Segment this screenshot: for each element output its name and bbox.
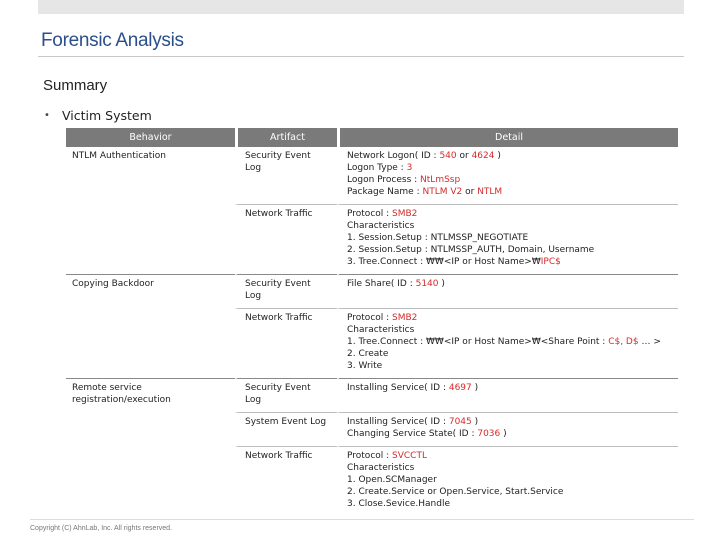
detail-line: Changing Service State( ID : 7036 ) bbox=[347, 429, 507, 439]
artifact-text: Security Event bbox=[245, 383, 311, 393]
detail-line: Installing Service( ID : 7045 ) bbox=[347, 417, 479, 427]
table-row bbox=[66, 379, 678, 413]
artifact-text: Security Event bbox=[245, 151, 311, 161]
detail-line: 1. Open.SCManager bbox=[347, 475, 437, 485]
artifact-text: System Event Log bbox=[245, 417, 327, 427]
page-title: Forensic Analysis bbox=[41, 30, 184, 51]
detail-line: Protocol : SVCCTL bbox=[347, 451, 427, 461]
behavior-text: Copying Backdoor bbox=[72, 279, 154, 289]
top-bar bbox=[38, 0, 684, 14]
artifact-cell bbox=[235, 275, 337, 309]
artifact-text: Network Traffic bbox=[245, 313, 313, 323]
artifact-cell bbox=[235, 147, 337, 205]
detail-line: Characteristics bbox=[347, 325, 415, 335]
detail-line: 3. Close.Sevice.Handle bbox=[347, 499, 450, 509]
detail-line: Protocol : SMB2 bbox=[347, 209, 418, 219]
footer-divider bbox=[30, 519, 694, 520]
behavior-text: registration/execution bbox=[72, 395, 171, 405]
detail-line: Network Logon( ID : 540 or 4624 ) bbox=[347, 151, 501, 161]
detail-cell bbox=[337, 147, 678, 205]
detail-line: 3. Tree.Connect : ₩₩<IP or Host Name>₩IPC$ bbox=[347, 257, 561, 267]
detail-cell bbox=[337, 275, 678, 309]
detail-line: 1. Session.Setup : NTLMSSP_NEGOTIATE bbox=[347, 233, 529, 243]
detail-line: Package Name : NTLM V2 or NTLM bbox=[347, 187, 503, 197]
detail-cell bbox=[337, 379, 678, 413]
detail-line: Logon Type : 3 bbox=[347, 163, 413, 173]
artifact-text: Security Event bbox=[245, 279, 311, 289]
artifact-cell bbox=[235, 309, 337, 379]
detail-line: 3. Write bbox=[347, 361, 383, 371]
subtitle: Victim System bbox=[62, 108, 152, 123]
table-row bbox=[66, 275, 678, 309]
artifact-text: Network Traffic bbox=[245, 209, 313, 219]
detail-line: Characteristics bbox=[347, 221, 415, 231]
column-header-artifact: Artifact bbox=[235, 128, 337, 147]
behavior-cell bbox=[66, 379, 235, 517]
detail-line: Installing Service( ID : 4697 ) bbox=[347, 383, 479, 393]
bullet-icon: • bbox=[44, 110, 50, 121]
detail-line: 2. Session.Setup : NTLMSSP_AUTH, Domain, Username bbox=[347, 245, 595, 255]
artifact-text: Log bbox=[245, 395, 262, 405]
detail-line: Protocol : SMB2 bbox=[347, 313, 418, 323]
artifact-text: Network Traffic bbox=[245, 451, 313, 461]
behavior-text: NTLM Authentication bbox=[72, 151, 166, 161]
detail-line: Logon Process : NtLmSsp bbox=[347, 175, 461, 185]
behavior-cell bbox=[66, 275, 235, 379]
detail-cell bbox=[337, 205, 678, 275]
detail-line: 2. Create.Service or Open.Service, Start.Service bbox=[347, 487, 564, 497]
detail-cell bbox=[337, 413, 678, 447]
behavior-cell bbox=[66, 147, 235, 275]
section-title: Summary bbox=[43, 77, 108, 94]
detail-cell bbox=[337, 309, 678, 379]
artifact-cell bbox=[235, 205, 337, 275]
forensic-table bbox=[66, 128, 678, 517]
detail-line: 1. Tree.Connect : ₩₩<IP or Host Name>₩<Share Point : C$, D$ … > bbox=[347, 337, 661, 347]
detail-cell bbox=[337, 447, 678, 517]
detail-line: 2. Create bbox=[347, 349, 389, 359]
artifact-cell bbox=[235, 413, 337, 447]
footer-copyright: Copyright (C) AhnLab, Inc. All rights reserved. bbox=[30, 525, 173, 532]
artifact-text: Log bbox=[245, 291, 262, 301]
artifact-text: Log bbox=[245, 163, 262, 173]
behavior-text: Remote service bbox=[72, 383, 142, 393]
header-divider bbox=[38, 56, 684, 57]
artifact-cell bbox=[235, 379, 337, 413]
artifact-cell bbox=[235, 447, 337, 517]
table-row bbox=[66, 147, 678, 205]
column-header-behavior: Behavior bbox=[66, 128, 235, 147]
table-header-row bbox=[66, 128, 678, 147]
column-header-detail: Detail bbox=[337, 128, 678, 147]
detail-line: Characteristics bbox=[347, 463, 415, 473]
detail-line: File Share( ID : 5140 ) bbox=[347, 279, 445, 289]
